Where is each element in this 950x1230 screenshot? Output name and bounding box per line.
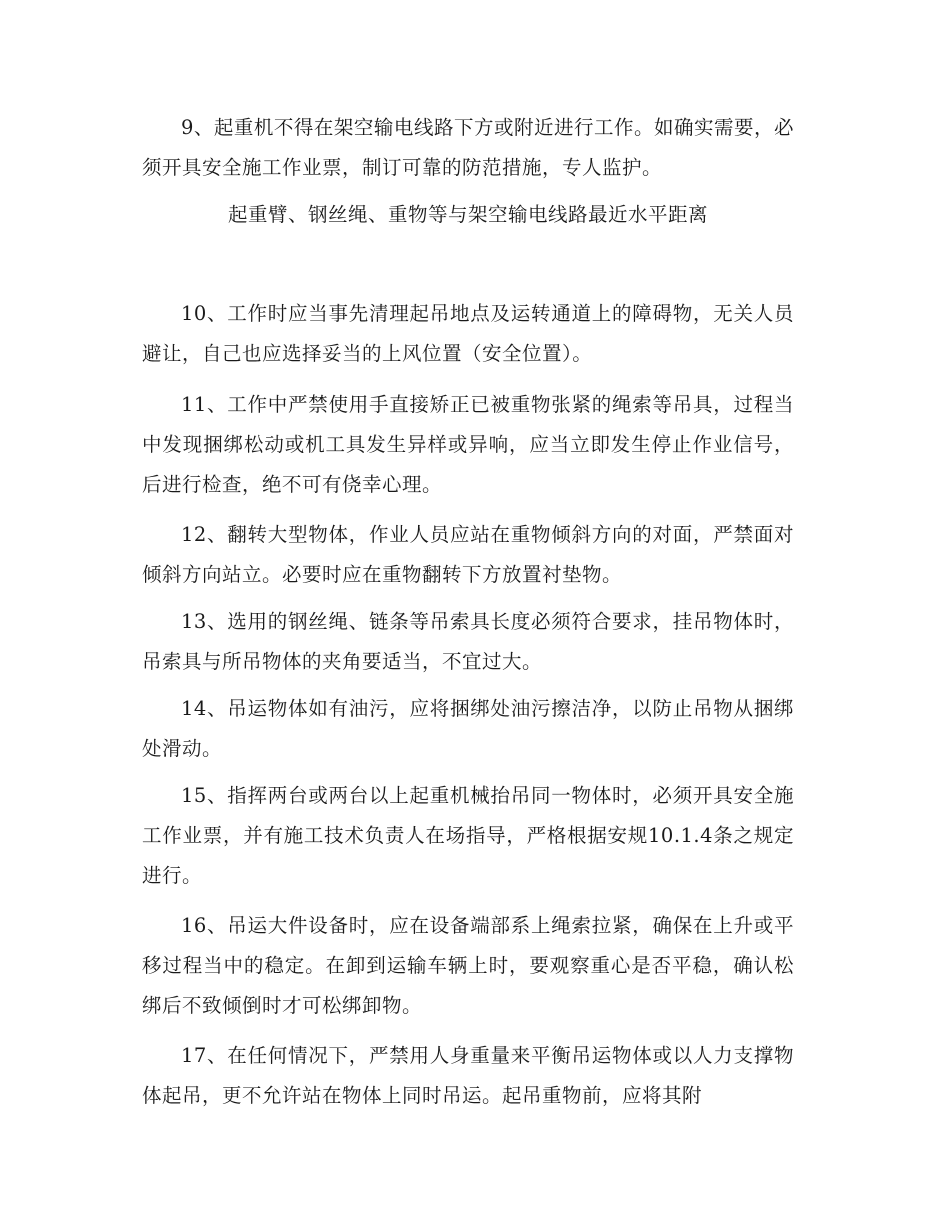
paragraph-11: 11、工作中严禁使用手直接矫正已被重物张紧的绳索等吊具，过程当中发现捆绑松动或机工具发生异样或异响，应当立即发生停止作业信号，后进行检查，绝不可有侥幸心理。 (142, 393, 794, 496)
table-caption: 起重臂、钢丝绳、重物等与架空输电线路最近水平距离 (227, 203, 708, 226)
paragraph-12: 12、翻转大型物体，作业人员应站在重物倾斜方向的对面，严禁面对倾斜方向站立。必要时应在重物翻转下方放置衬垫物。 (142, 523, 794, 586)
paragraph-17: 17、在任何情况下，严禁用人身重量来平衡吊运物体或以人力支撑物体起吊，更不允许站在物体上同时吊运。起吊重物前，应将其附 (142, 1044, 794, 1107)
paragraph-10: 10、工作时应当事先清理起吊地点及运转通道上的障碍物，无关人员避让，自己也应选择妥当的上风位置（安全位置）。 (142, 302, 794, 365)
paragraph-13: 13、选用的钢丝绳、链条等吊索具长度必须符合要求，挂吊物体时，吊索具与所吊物体的夹角要适当，不宜过大。 (142, 610, 794, 673)
paragraph-14: 14、吊运物体如有油污，应将捆绑处油污擦洁净，以防止吊物从捆绑处滑动。 (142, 697, 794, 760)
paragraph-9: 9、起重机不得在架空输电线路下方或附近进行工作。如确实需要，必须开具安全施工作业票，制订可靠的防范措施，专人监护。 (142, 116, 794, 179)
document-page (142, 0, 794, 1230)
paragraph-16: 16、吊运大件设备时，应在设备端部系上绳索拉紧，确保在上升或平移过程当中的稳定。在卸到运输车辆上时，要观察重心是否平稳，确认松绑后不致倾倒时才可松绑卸物。 (142, 914, 794, 1017)
paragraph-15: 15、指挥两台或两台以上起重机械抬吊同一物体时，必须开具安全施工作业票，并有施工技术负责人在场指导，严格根据安规10.1.4条之规定进行。 (142, 784, 794, 887)
